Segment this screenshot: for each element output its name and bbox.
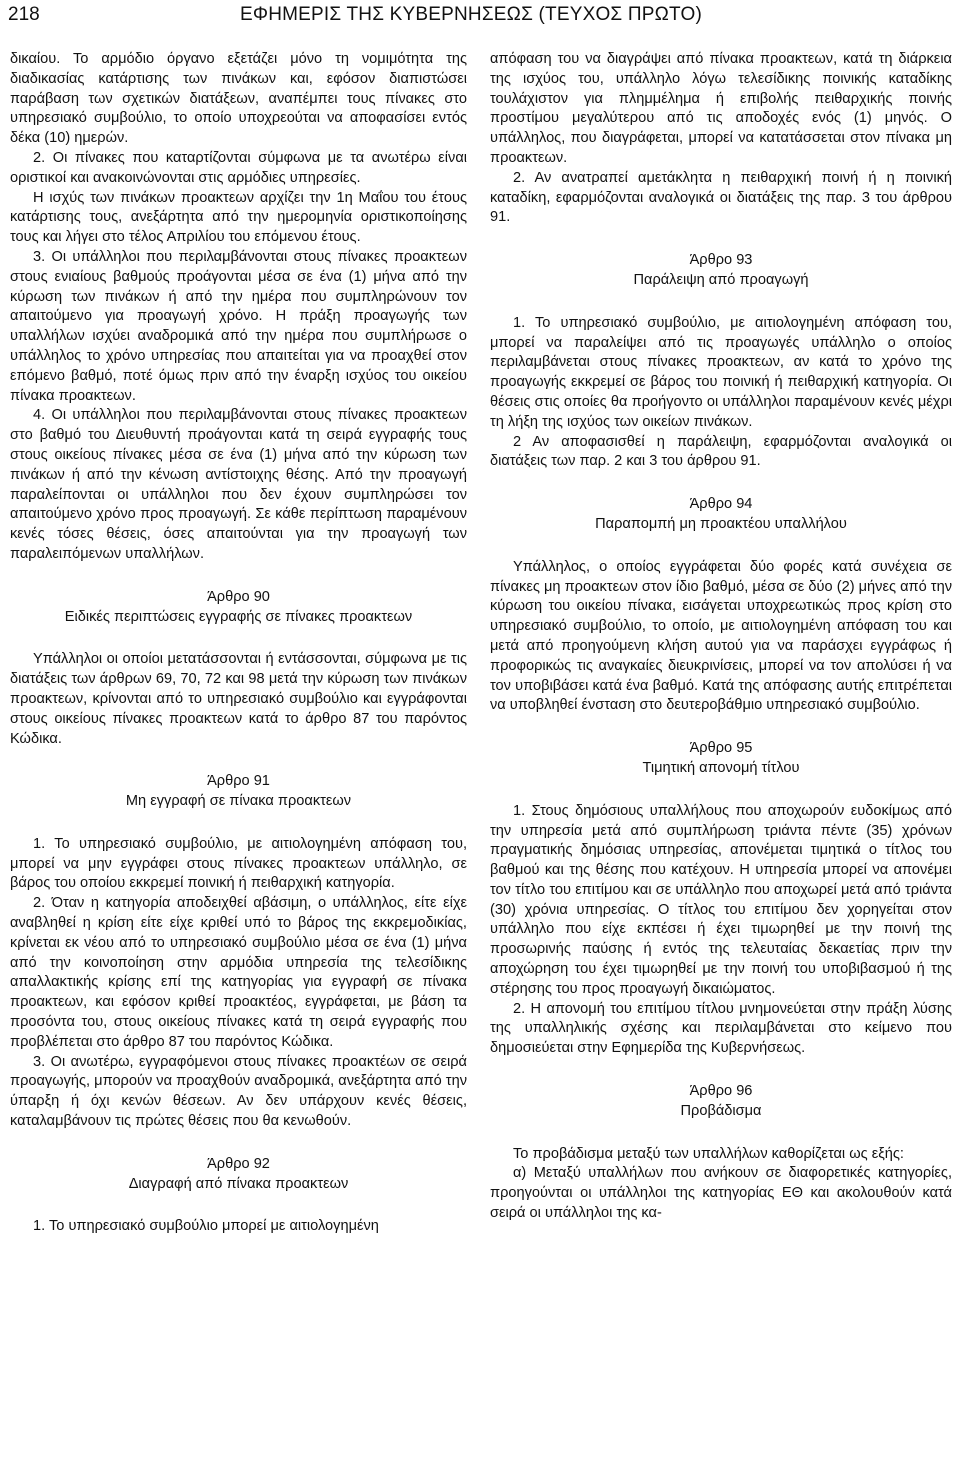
paragraph: 3. Οι ανωτέρω, εγγραφόμενοι στους πίνακες προακτέων σε σειρά προαγωγής, μπορούν να προαχθούν αναδρομικά, ανεξάρτητα από την ύπαρξη ή όχι κενών θέσεων. Αν δεν υπάρχουν κενές θέσεις, καταλαμβάνουν τις πρώτες θέσεις που θα κενωθούν. xyxy=(10,1053,467,1130)
paragraph: 2. Όταν η κατηγορία αποδειχθεί αβάσιμη, ο υπάλληλος, είτε είχε αναβληθεί η κρίση είτε είχε κριθεί υπό το βάρος της εκκρεμοδικίας, κρίνεται εκ νέου από το υπηρεσιακό συμβούλιο μέσα σε ένα (1) μήνα από την κοινοποίηση στην αρμόδια υπηρεσία της τελεσίδικης απαλλακτικής κρίσης επί της κατηγορίας για εγγραφή σε πίνακα προακτεων, και εφόσον κριθεί προακτέος, εγγράφεται, με βάση τα προσόντα του, στους οικείους πίνακες κατά τη σειρά εγγραφής που προβλέπεται στο άρθρο 87 του παρόντος Κώδικα. xyxy=(10,895,467,1050)
article-93-title: Παράλειψη από προαγωγή xyxy=(633,271,809,288)
right-column xyxy=(490,50,952,1224)
gazette-title: ΕΦΗΜΕΡΙΣ ΤΗΣ ΚΥΒΕΡΝΗΣΕΩΣ (ΤΕΥΧΟΣ ΠΡΩΤΟ) xyxy=(240,4,703,25)
paragraph: 1. Το υπηρεσιακό συμβούλιο μπορεί με αιτιολογημένη xyxy=(33,1218,379,1235)
paragraph: δικαίου. Το αρμόδιο όργανο εξετάζει μόνο τη νομιμότητα της διαδικασίας κατάρτισης των πινάκων και, εφόσον διαπιστώσει παράβαση των σχετικών διατάξεων, αναπέμπει τους πίνακες στο υπηρεσιακό συμβούλιο, το οποίο υποχρεούται να αποφασίσει εντός δέκα (10) ημερών. xyxy=(10,51,467,147)
article-90-title: Ειδικές περιπτώσεις εγγραφής σε πίνακες προακτεων xyxy=(64,608,413,625)
page-number: 218 xyxy=(8,4,40,25)
article-94-number: Άρθρο 94 xyxy=(689,496,753,513)
paragraph: 2. Αν ανατραπεί αμετάκλητα η πειθαρχική ποινή ή η ποινική καταδίκη, εφαρμόζονται αναλογικά οι διατάξεις της παρ. 3 του άρθρου 91. xyxy=(490,169,952,226)
paragraph: 1. Το υπηρεσιακό συμβούλιο, με αιτιολογημένη απόφαση του, μπορεί να παραλείψει από τις προαγωγές υπάλληλο ο οποίος περιλαμβάνεται στους πίνακες προακτεων, αν κατά το χρόνο της προαγωγής εκκρεμεί σε βάρος του ποινική ή πειθαρχική κατηγορία. Οι θέσεις στις οποίες θα προήγοντο οι υπάλληλοι παραμένουν κενές μέχρι τη λήξη της ισχύος των οικείων πινάκων. xyxy=(490,314,952,430)
article-92-title: Διαγραφή από πίνακα προακτεων xyxy=(128,1175,349,1192)
paragraph: 2. Οι πίνακες που καταρτίζονται σύμφωνα με τα ανωτέρω είναι οριστικοί και ανακοινώνονται στις αρμόδιες υπηρεσίες. xyxy=(10,149,467,186)
paragraph: 2. Η απονομή του επιτίμου τίτλου μνημονεύεται στην πράξη λύσης της υπαλληλικής σχέσης και περιλαμβάνεται στο κείμενο που δημοσιεύεται στην Εφημερίδα της Κυβερνήσεως. xyxy=(490,1000,952,1057)
article-91-title: Μη εγγραφή σε πίνακα προακτεων xyxy=(125,793,352,810)
paragraph: Η ισχύς των πινάκων προακτεων αρχίζει την 1η Μαΐου του έτους κατάρτισης τους, ανεξάρτητα από την ημερομηνία οριστικοποίησης τους και λήγει στο τέλος Απριλίου του επόμενου έτους. xyxy=(10,189,467,246)
paragraph: 1. Το υπηρεσιακό συμβούλιο, με αιτιολογημένη απόφαση του, μπορεί να μην εγγράφει στους πίνακες προακτεων υπάλληλο, σε βάρος του οποίου εκκρεμεί ποινική ή πειθαρχική κατηγορία. xyxy=(10,835,467,892)
paragraph: 4. Οι υπάλληλοι που περιλαμβάνονται στους πίνακες προακτεων στο βαθμό του Διευθυντή προάγονται κατά τη σειρά εγγραφής τους στους οικείους πίνακες μέσα σε ένα (1) μήνα από την κύρωση των πινάκων ή από την κένωση αντίστοιχης θέσης. Από την προαγωγή παραλείπονται οι υπάλληλοι που δεν έχουν συμπληρώσει τον απαιτούμενο χρόνο προς προαγωγή. Σε κάθε περίπτωση παραμένουν κενές τόσες θέσεις, όσες απαιτούνται για την προαγωγή των παραλειπόμενων υπαλλήλων. xyxy=(10,407,467,562)
article-95-title: Τιμητική απονομή τίτλου xyxy=(642,759,800,776)
paragraph: 2 Αν αποφασισθεί η παράλειψη, εφαρμόζονται αναλογικά οι διατάξεις των παρ. 2 και 3 του άρθρου 91. xyxy=(490,433,952,470)
paragraph: Το προβάδισμα μεταξύ των υπαλλήλων καθορίζεται ως εξής: xyxy=(513,1145,904,1162)
paragraph: α) Μεταξύ υπαλλήλων που ανήκουν σε διαφορετικές κατηγορίες, προηγούνται οι υπάλληλοι της κατηγορίας ΕΘ και ακολουθούν κατά σειρά οι υπάλληλοι της κα- xyxy=(490,1165,952,1222)
page-header xyxy=(0,0,960,40)
article-91-number: Άρθρο 91 xyxy=(207,773,270,790)
paragraph: Υπάλληλος, ο οποίος εγγράφεται δύο φορές κατά συνέχεια σε πίνακες μη προακτεων στον ίδιο βαθμό, μέσα σε δύο (2) μήνες από την κύρωση του οικείου πίνακα, εισάγεται υποχρεωτικώς προς κρίση στο υπηρεσιακό συμβούλιο, το οποίο, με αιτιολογημένη απόφαση του και μετά από προηγούμενη κλήση αυτού για να παράσχει εγγράφως ή προφορικώς τις αναγκαίες διευκρινίσεις, μπορεί να τον απολύσει ή να τον υποβιβάσει κατά ένα βαθμό. Κατά της απόφασης αυτής επιτρέπεται να υποβληθεί ένσταση στο δευτεροβάθμιο υπηρεσιακό συμβούλιο. xyxy=(490,558,952,714)
paragraph: απόφαση του να διαγράψει από πίνακα προακτεων, κατά τη διάρκεια της ισχύος του, υπάλληλο λόγω τελεσίδικης ποινικής καταδίκης τουλάχιστον για πλημμέλημα ή επιβολής πειθαρχικής ποινής προστίμου μεγαλύτερου από τις αποδοχές ενός (1) μηνός. Ο υπάλληλος, που διαγράφεται, μπορεί να κατατάσσεται στον πίνακα μη προακτεων. xyxy=(490,51,952,166)
article-92-number: Άρθρο 92 xyxy=(207,1155,270,1172)
article-93-number: Άρθρο 93 xyxy=(689,252,753,269)
left-column xyxy=(10,50,467,1237)
article-94-title: Παραπομπή μη προακτέου υπαλλήλου xyxy=(595,515,847,532)
article-95-number: Άρθρο 95 xyxy=(689,740,753,757)
paragraph: 1. Στους δημόσιους υπαλλήλους που αποχωρούν ευδοκίμως από την υπηρεσία μετά από συμπλήρωση τριάντα πέντε (35) χρόνων πραγματικής δημόσιας υπηρεσίας, απονέμεται τιμητικά ο τίτλος του βαθμού και της θέσης που κατέχουν. Η υπηρεσία μπορεί να απονέμει τον τίτλο του επιτίμου και σε υπάλληλο που αποχωρεί μετά από τριάντα (30) χρόνια υπηρεσίας. Ο τίτλος του επιτίμου δεν χορηγείται στον υπάλληλο που είχε εκπέσει ή έχει τιμωρηθεί με την ποινή της προσωρινής παύσης ή εντός της τελευταίας δεκαετίας πριν την αποχώρηση του έχει τιμωρηθεί με την ποινή του υποβιβασμού ή της στέρησης του προς προαγωγή δικαιώματος. xyxy=(490,802,952,997)
paragraph: 3. Οι υπάλληλοι που περιλαμβάνονται στους πίνακες προακτεων στους ενιαίους βαθμούς προάγονται μέσα σε ένα (1) μήνα από την κύρωση των πινάκων ή από την ημέρα που συμπληρώνουν τον απαιτούμενο για προαγωγή χρόνο. Η πράξη προαγωγής των υπαλλήλων ισχύει αναδρομικά από την ημέρα που συμπλήρωσε ο υπάλληλος το χρόνο υπηρεσίας που απαιτείται για να προαχθεί στον επόμενο βαθμό, ποτέ όμως πριν από την έναρξη ισχύος του οικείου πίνακα προακτεων. xyxy=(10,248,467,404)
paragraph: Υπάλληλοι οι οποίοι μετατάσσονται ή εντάσσονται, σύμφωνα με τις διατάξεις των άρθρων 69, 70, 72 και 98 μετά την κύρωση των πινάκων προακτεων, κρίνονται από το υπηρεσιακό συμβούλιο και εγγράφονται στους οικείους πίνακες προακτεων κατά το άρθρο 87 του παρόντος Κώδικα. xyxy=(10,651,467,747)
article-96-title: Προβάδισμα xyxy=(680,1102,762,1119)
article-96-number: Άρθρο 96 xyxy=(689,1083,753,1100)
article-90-number: Άρθρο 90 xyxy=(207,588,270,605)
